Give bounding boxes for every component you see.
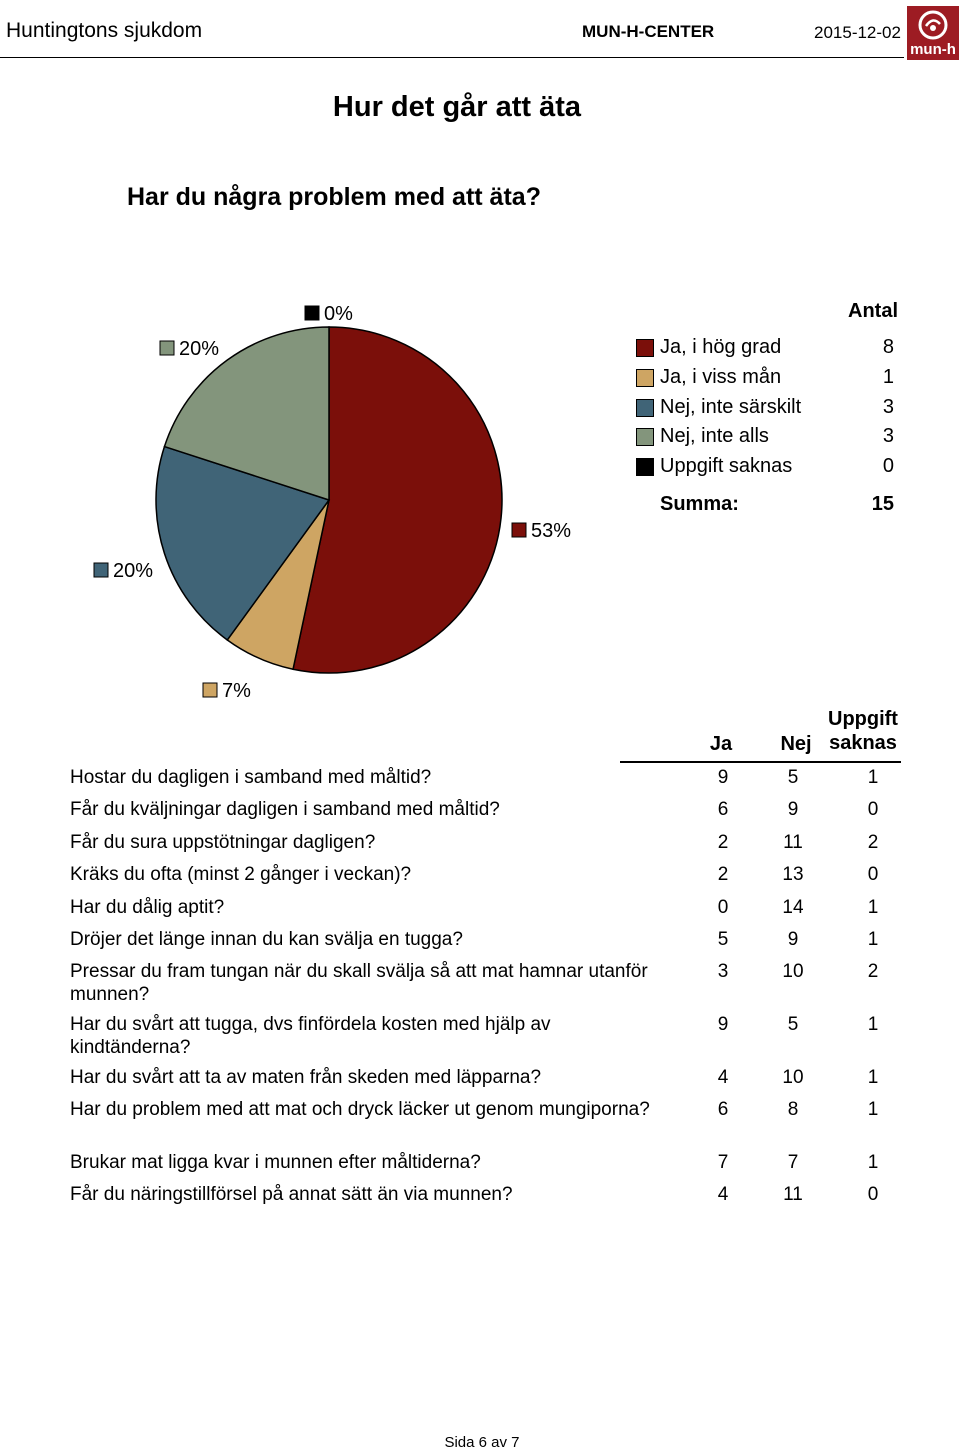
answer-ja: 2 — [717, 832, 729, 853]
table-header-divider — [620, 761, 901, 763]
legend-label: Uppgift saknas — [660, 455, 793, 477]
answer-missing: 2 — [867, 832, 879, 853]
answer-ja: 9 — [717, 1014, 729, 1035]
slice-label-swatch — [94, 563, 108, 577]
legend-item — [636, 396, 898, 424]
legend-sum-label: Summa: — [660, 493, 739, 515]
legend-item — [636, 336, 898, 364]
answer-missing: 0 — [867, 799, 879, 820]
answer-nej: 5 — [787, 1014, 799, 1035]
legend-swatch — [636, 458, 654, 476]
question-text: Hostar du dagligen i samband med måltid? — [70, 767, 432, 788]
question-text: Får du näringstillförsel på annat sätt än via munnen? — [70, 1184, 513, 1205]
legend-item — [636, 366, 898, 394]
legend-header: Antal — [848, 300, 898, 322]
answer-missing: 1 — [867, 897, 879, 918]
logo-mark-icon — [907, 6, 959, 46]
answer-missing: 1 — [867, 1067, 879, 1088]
legend-label: Nej, inte särskilt — [660, 396, 802, 418]
legend-count: 0 — [882, 455, 894, 477]
question-text: Får du sura uppstötningar dagligen? — [70, 832, 376, 853]
answer-nej: 14 — [782, 897, 804, 918]
answer-missing: 1 — [867, 929, 879, 950]
legend-item — [636, 455, 898, 483]
chart-title: Har du några problem med att äta? — [127, 183, 541, 211]
answer-missing: 0 — [867, 864, 879, 885]
column-header-missing — [826, 707, 900, 755]
table-header — [0, 700, 960, 764]
legend-label: Nej, inte alls — [660, 425, 769, 447]
answer-nej: 11 — [783, 1184, 803, 1205]
slice-percent-label: 20% — [113, 560, 154, 582]
organization-name: MUN-H-CENTER — [582, 22, 715, 41]
answer-missing: 1 — [867, 1014, 879, 1035]
legend-swatch — [636, 339, 654, 357]
question-text: Pressar du fram tungan när du skall svälja så att mat hamnar utanför munnen? — [70, 961, 648, 1005]
answer-ja: 4 — [717, 1184, 729, 1205]
legend-count: 8 — [882, 336, 894, 358]
answer-ja: 5 — [717, 929, 729, 950]
slice-percent-label: 0% — [324, 303, 353, 325]
question-text: Får du kväljningar dagligen i samband med måltid? — [70, 799, 500, 820]
answer-nej: 7 — [787, 1152, 799, 1173]
slice-label-swatch — [203, 683, 217, 697]
pie-slices — [156, 327, 502, 673]
slice-percent-label: 20% — [179, 338, 220, 360]
question-text: Har du dålig aptit? — [70, 897, 225, 918]
answer-nej: 9 — [787, 799, 799, 820]
answer-ja: 4 — [717, 1067, 729, 1088]
slice-label-swatch — [160, 341, 174, 355]
legend-swatch — [636, 369, 654, 387]
answer-ja: 3 — [717, 961, 729, 982]
legend-item — [636, 425, 898, 453]
legend-count: 3 — [882, 425, 894, 447]
column-header-missing-line1: Uppgift — [828, 708, 898, 730]
legend-count: 3 — [882, 396, 894, 418]
question-text: Har du svårt att ta av maten från skeden med läpparna? — [70, 1067, 542, 1088]
answer-ja: 0 — [717, 897, 729, 918]
legend-sum-value: 15 — [871, 493, 894, 515]
column-header-missing-line2: saknas — [829, 732, 897, 754]
question-text: Brukar mat ligga kvar i munnen efter måltiderna? — [70, 1152, 481, 1173]
page-title: Hur det går att äta — [332, 91, 582, 123]
answer-nej: 8 — [787, 1099, 799, 1120]
question-text: Har du problem med att mat och dryck läcker ut genom mungiporna? — [70, 1099, 650, 1120]
answer-nej: 10 — [782, 961, 804, 982]
legend-swatch — [636, 399, 654, 417]
answer-nej: 11 — [783, 832, 803, 853]
answer-ja: 6 — [717, 1099, 729, 1120]
answer-nej: 9 — [787, 929, 799, 950]
answer-ja: 2 — [717, 864, 729, 885]
answer-missing: 1 — [867, 1099, 879, 1120]
answer-nej: 10 — [782, 1067, 804, 1088]
answer-missing: 1 — [867, 1152, 879, 1173]
answer-ja: 9 — [717, 767, 729, 788]
header-divider — [0, 57, 904, 58]
answer-missing: 1 — [867, 767, 879, 788]
question-text: Kräks du ofta (minst 2 gånger i veckan)? — [70, 864, 412, 885]
answer-missing: 2 — [867, 961, 879, 982]
legend-label: Ja, i hög grad — [660, 336, 782, 358]
question-text: Dröjer det länge innan du kan svälja en tugga? — [70, 929, 463, 950]
answer-missing: 0 — [867, 1184, 879, 1205]
page-number: Sida 6 av 7 — [444, 1434, 520, 1451]
mun-h-logo — [907, 6, 959, 60]
legend-label: Ja, i viss mån — [660, 366, 782, 388]
answer-nej: 13 — [782, 864, 804, 885]
slice-label-swatch — [512, 523, 526, 537]
slice-percent-label: 7% — [222, 680, 251, 702]
answer-ja: 6 — [717, 799, 729, 820]
pie-chart — [0, 280, 620, 710]
answer-ja: 7 — [717, 1152, 729, 1173]
column-header-ja: Ja — [709, 733, 733, 755]
logo-text: mun-h — [910, 41, 956, 58]
slice-percent-label: 53% — [531, 520, 572, 542]
answer-nej: 5 — [787, 767, 799, 788]
column-header-nej: Nej — [780, 733, 812, 755]
document-title: Huntingtons sjukdom — [6, 19, 203, 42]
document-date: 2015-12-02 — [814, 23, 901, 42]
question-text: Har du svårt att tugga, dvs finfördela kosten med hjälp av kindtänderna? — [70, 1014, 551, 1058]
legend-count: 1 — [882, 366, 894, 388]
legend-swatch — [636, 428, 654, 446]
slice-label-swatch — [305, 306, 319, 320]
